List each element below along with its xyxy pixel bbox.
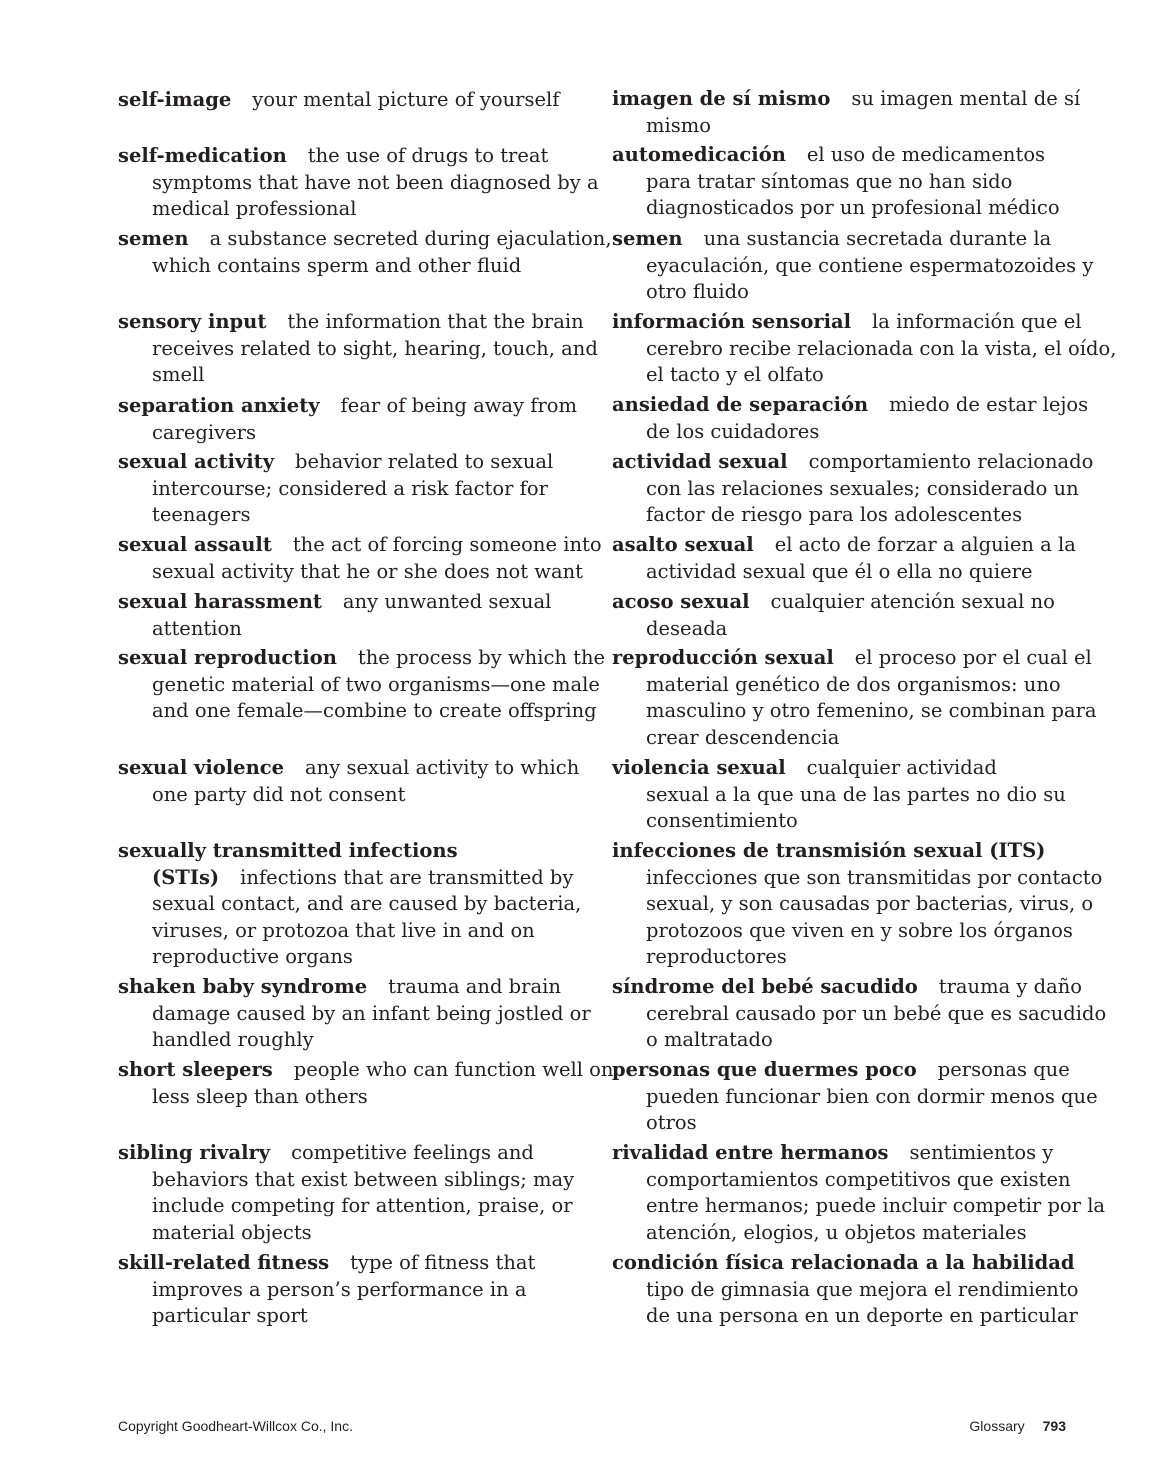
glossary-definition-line	[646, 918, 1116, 945]
glossary-definition: pueden funcionar bien con dormir menos que	[646, 1084, 1098, 1108]
glossary-term: sexually transmitted infections	[118, 839, 458, 862]
glossary-definition: otros	[646, 1111, 697, 1134]
glossary-definition: una sustancia secretada durante la	[703, 227, 1052, 250]
glossary-definition: one party did not consent	[152, 782, 406, 806]
glossary-entry-first-line	[612, 86, 1082, 113]
glossary-term: condición física relacionada a la habilidad	[612, 1251, 1075, 1274]
glossary-term: síndrome del bebé sacudido	[612, 975, 918, 998]
glossary-entry-first-line	[118, 87, 588, 114]
glossary-definition: miedo de estar lejos	[889, 393, 1089, 416]
glossary-definition-line	[152, 865, 622, 892]
glossary-definition: de los cuidadores	[646, 419, 820, 443]
glossary-definition-line	[152, 918, 622, 945]
section-label: Glossary	[969, 1418, 1025, 1434]
glossary-entry-first-line	[612, 974, 1082, 1001]
glossary-definition: sexual a la que una de las partes no dio su	[646, 782, 1066, 806]
glossary-entry-first-line	[612, 1057, 1082, 1084]
glossary-definition: con las relaciones sexuales; considerado un	[646, 476, 1079, 500]
glossary-definition-line	[646, 808, 1116, 835]
glossary-definition: consentimiento	[646, 809, 798, 832]
glossary-term: sexual assault	[118, 533, 272, 556]
glossary-definition: behaviors that exist between siblings; may	[152, 1167, 575, 1191]
glossary-definition: material genético de dos organismos: uno	[646, 672, 1061, 696]
glossary-term: sensory input	[118, 310, 267, 333]
glossary-definition-line	[152, 559, 622, 586]
glossary-definition: include competing for attention, praise, or	[152, 1194, 573, 1217]
glossary-definition-line	[646, 253, 1116, 280]
glossary-definition: cualquier atención sexual no	[770, 590, 1055, 613]
glossary-definition: your mental picture of yourself	[252, 88, 560, 111]
glossary-definition: handled roughly	[152, 1028, 314, 1051]
glossary-definition: sentimientos y	[909, 1141, 1054, 1164]
glossary-definition: la información que el	[872, 310, 1082, 333]
glossary-definition: the act of forcing someone into	[292, 533, 602, 556]
glossary-definition: personas que	[937, 1058, 1070, 1081]
glossary-definition-line	[152, 1084, 622, 1111]
glossary-definition-line	[152, 1303, 622, 1330]
glossary-definition-line	[646, 559, 1116, 586]
glossary-term: sexual reproduction	[118, 646, 337, 669]
glossary-entry-first-line	[118, 393, 588, 420]
glossary-definition-line	[152, 362, 622, 389]
glossary-entry-first-line	[612, 449, 1094, 476]
glossary-definition: sexual, y son causadas por bacterias, virus, o	[646, 892, 1094, 915]
glossary-definition-line	[152, 253, 622, 280]
glossary-definition: smell	[152, 363, 205, 386]
glossary-definition-line	[152, 196, 622, 223]
glossary-term: short sleepers	[118, 1058, 273, 1081]
glossary-definition-line	[646, 1084, 1116, 1111]
glossary-entry-first-line	[118, 1140, 588, 1167]
glossary-definition-line	[646, 336, 1116, 363]
glossary-definition: cerebro recibe relacionada con la vista, el oído,	[646, 336, 1117, 360]
glossary-definition: viruses, or protozoa that live in and on	[152, 918, 535, 942]
glossary-definition-line	[152, 1001, 622, 1028]
glossary-definition: infections that are transmitted by	[240, 865, 574, 889]
glossary-definition-line	[646, 1167, 1116, 1194]
glossary-definition: tipo de gimnasia que mejora el rendimiento	[646, 1277, 1079, 1301]
glossary-term: skill-related fitness	[118, 1251, 330, 1274]
glossary-definition-line	[646, 419, 1116, 446]
glossary-term: separation anxiety	[118, 394, 320, 417]
glossary-definition-line	[152, 944, 622, 971]
glossary-definition: o maltratado	[646, 1028, 773, 1051]
glossary-definition: trauma and brain	[388, 975, 561, 998]
glossary-definition-line	[646, 782, 1116, 809]
glossary-term: imagen de sí mismo	[612, 87, 831, 110]
glossary-definition: and one female—combine to create offspring	[152, 699, 597, 722]
glossary-definition: type of fitness that	[350, 1251, 536, 1274]
glossary-definition-line	[152, 1220, 622, 1247]
glossary-term: rivalidad entre hermanos	[612, 1141, 889, 1164]
glossary-definition: diagnosticados por un profesional médico	[646, 196, 1060, 219]
glossary-term: acoso sexual	[612, 590, 750, 613]
glossary-entry-first-line	[612, 309, 1082, 336]
glossary-entry-first-line	[118, 838, 588, 865]
glossary-definition-line	[152, 782, 622, 809]
glossary-definition: crear descendencia	[646, 725, 840, 749]
glossary-definition-line	[646, 616, 1116, 643]
glossary-definition: reproductores	[646, 945, 787, 968]
glossary-term-continued: (STIs)	[152, 865, 220, 889]
glossary-definition: atención, elogios, u objetos materiales	[646, 1220, 1027, 1244]
glossary-definition-line	[152, 1277, 622, 1304]
glossary-definition-line	[152, 1193, 622, 1220]
glossary-definition-line	[152, 420, 622, 447]
glossary-definition: material objects	[152, 1220, 312, 1244]
glossary-entry-first-line	[612, 589, 1082, 616]
glossary-definition: genetic material of two organisms—one male	[152, 672, 600, 696]
glossary-definition-line	[646, 362, 1116, 389]
glossary-definition: caregivers	[152, 420, 257, 444]
glossary-entry-first-line	[118, 449, 588, 476]
glossary-definition: any sexual activity to which	[305, 756, 580, 779]
glossary-definition: el proceso por el cual el	[854, 646, 1092, 669]
glossary-definition: medical professional	[152, 197, 357, 220]
glossary-definition-line	[646, 1110, 1116, 1137]
glossary-entry-first-line	[612, 532, 1082, 559]
glossary-definition-line	[646, 502, 1116, 529]
glossary-definition: para tratar síntomas que no han sido	[646, 169, 1013, 193]
glossary-entry-first-line	[612, 1250, 1082, 1277]
glossary-definition: cerebral causado por un bebé que es sacudido	[646, 1001, 1107, 1025]
glossary-definition-line	[152, 502, 622, 529]
glossary-definition: el tacto y el olfato	[646, 363, 824, 386]
glossary-definition: otro fluido	[646, 280, 749, 303]
glossary-definition: damage caused by an infant being jostled or	[152, 1001, 591, 1025]
glossary-definition: improves a person’s performance in a	[152, 1277, 527, 1301]
glossary-entry-first-line	[612, 755, 1082, 782]
glossary-definition: fear of being away from	[340, 394, 578, 417]
glossary-definition: competitive feelings and	[291, 1141, 534, 1164]
glossary-term: infecciones de transmisión sexual (ITS)	[612, 839, 1046, 862]
glossary-definition-line	[646, 891, 1116, 918]
glossary-term: personas que duermes poco	[612, 1058, 917, 1081]
glossary-term: self-image	[118, 88, 232, 111]
glossary-term: semen	[118, 227, 189, 250]
glossary-definition-line	[646, 1027, 1116, 1054]
glossary-definition-line	[152, 336, 622, 363]
page-number: 793	[1042, 1418, 1066, 1434]
glossary-definition: a substance secreted during ejaculation,	[209, 227, 612, 250]
glossary-definition: masculino y otro femenino, se combinan para	[646, 699, 1097, 722]
glossary-definition: actividad sexual que él o ella no quiere	[646, 559, 1033, 583]
glossary-definition-line	[646, 725, 1116, 752]
glossary-definition-line	[152, 891, 622, 918]
glossary-definition: teenagers	[152, 503, 251, 526]
glossary-term: sibling rivalry	[118, 1141, 271, 1164]
glossary-definition: comportamiento relacionado	[808, 450, 1094, 473]
glossary-definition-line	[646, 1001, 1116, 1028]
glossary-definition: infecciones que son transmitidas por contacto	[646, 865, 1103, 889]
glossary-definition: symptoms that have not been diagnosed by a	[152, 170, 599, 194]
glossary-definition-line	[646, 1303, 1116, 1330]
glossary-term: sexual violence	[118, 756, 285, 779]
glossary-definition-line	[646, 1277, 1116, 1304]
glossary-term: automedicación	[612, 143, 786, 166]
glossary-definition: less sleep than others	[152, 1084, 368, 1108]
glossary-entry-first-line	[612, 392, 1089, 419]
glossary-definition-line	[646, 944, 1116, 971]
glossary-definition-line	[152, 1167, 622, 1194]
glossary-entry-first-line	[118, 645, 606, 672]
glossary-term: shaken baby syndrome	[118, 975, 368, 998]
glossary-definition: any unwanted sexual	[342, 590, 552, 613]
glossary-entry-first-line	[612, 142, 1082, 169]
glossary-definition: su imagen mental de sí	[851, 87, 1081, 110]
glossary-definition-line	[646, 476, 1116, 503]
glossary-term: ansiedad de separación	[612, 393, 869, 416]
glossary-definition-line	[646, 698, 1116, 725]
glossary-definition: protozoos que viven en y sobre los órganos	[646, 918, 1073, 942]
glossary-definition: el acto de forzar a alguien a la	[774, 533, 1076, 556]
glossary-definition: de una persona en un deporte en particular	[646, 1304, 1078, 1327]
glossary-definition-line	[646, 113, 1116, 140]
glossary-definition: eyaculación, que contiene espermatozoides y	[646, 253, 1094, 277]
glossary-definition-line	[646, 865, 1116, 892]
glossary-definition-line	[646, 279, 1116, 306]
glossary-term: información sensorial	[612, 310, 852, 333]
glossary-entry-first-line	[612, 645, 1092, 672]
glossary-definition: the use of drugs to treat	[307, 144, 549, 167]
glossary-definition: deseada	[646, 616, 728, 640]
glossary-term: asalto sexual	[612, 533, 754, 556]
glossary-definition: sexual activity that he or she does not want	[152, 559, 584, 583]
glossary-definition: people who can function well on	[293, 1058, 614, 1081]
glossary-definition: attention	[152, 616, 242, 640]
glossary-definition-line	[152, 616, 622, 643]
glossary-definition: reproductive organs	[152, 945, 353, 968]
glossary-definition-line	[646, 169, 1116, 196]
glossary-definition: particular sport	[152, 1304, 308, 1327]
glossary-entry-first-line	[118, 226, 612, 253]
glossary-definition: sexual contact, and are caused by bacteria,	[152, 892, 582, 915]
glossary-definition-line	[152, 170, 622, 197]
glossary-definition: mismo	[646, 113, 711, 137]
glossary-term: violencia sexual	[612, 756, 786, 779]
glossary-definition: factor de riesgo para los adolescentes	[646, 503, 1023, 526]
glossary-definition: behavior related to sexual	[295, 450, 554, 473]
glossary-definition-line	[152, 698, 622, 725]
glossary-definition: entre hermanos; puede incluir competir por la	[646, 1194, 1106, 1217]
glossary-definition-line	[152, 1027, 622, 1054]
glossary-definition: the information that the brain	[287, 310, 584, 333]
glossary-entry-first-line	[118, 1057, 614, 1084]
glossary-entry-first-line	[118, 974, 588, 1001]
glossary-definition: which contains sperm and other fluid	[152, 253, 522, 277]
glossary-definition: trauma y daño	[938, 975, 1083, 998]
glossary-entry-first-line	[118, 589, 588, 616]
glossary-term: reproducción sexual	[612, 646, 834, 669]
glossary-definition-line	[646, 1193, 1116, 1220]
glossary-definition-line	[646, 1220, 1116, 1247]
glossary-entry-first-line	[612, 1140, 1082, 1167]
glossary-entry-first-line	[118, 1250, 588, 1277]
glossary-definition: comportamientos competitivos que existen	[646, 1167, 1071, 1191]
glossary-entry-first-line	[612, 838, 1082, 865]
glossary-definition: el uso de medicamentos	[806, 143, 1046, 166]
glossary-definition-line	[646, 672, 1116, 699]
page-footer	[969, 1418, 1066, 1434]
glossary-term: actividad sexual	[612, 450, 788, 473]
glossary-term: semen	[612, 227, 683, 250]
glossary-definition: intercourse; considered a risk factor for	[152, 476, 548, 500]
glossary-definition-line	[152, 476, 622, 503]
glossary-entry-first-line	[612, 226, 1082, 253]
glossary-entry-first-line	[118, 143, 588, 170]
glossary-definition: cualquier actividad	[806, 756, 997, 779]
glossary-term: self-medication	[118, 144, 287, 167]
glossary-entry-first-line	[118, 309, 588, 336]
glossary-entry-first-line	[118, 755, 588, 782]
glossary-definition-line	[152, 672, 622, 699]
glossary-definition: receives related to sight, hearing, touch, and	[152, 336, 598, 360]
glossary-entry-first-line	[118, 532, 602, 559]
glossary-definition-line	[646, 195, 1116, 222]
glossary-term: sexual activity	[118, 450, 275, 473]
copyright-notice: Copyright Goodheart-Willcox Co., Inc.	[118, 1418, 353, 1434]
glossary-term: sexual harassment	[118, 590, 322, 613]
glossary-definition: the process by which the	[357, 646, 606, 669]
